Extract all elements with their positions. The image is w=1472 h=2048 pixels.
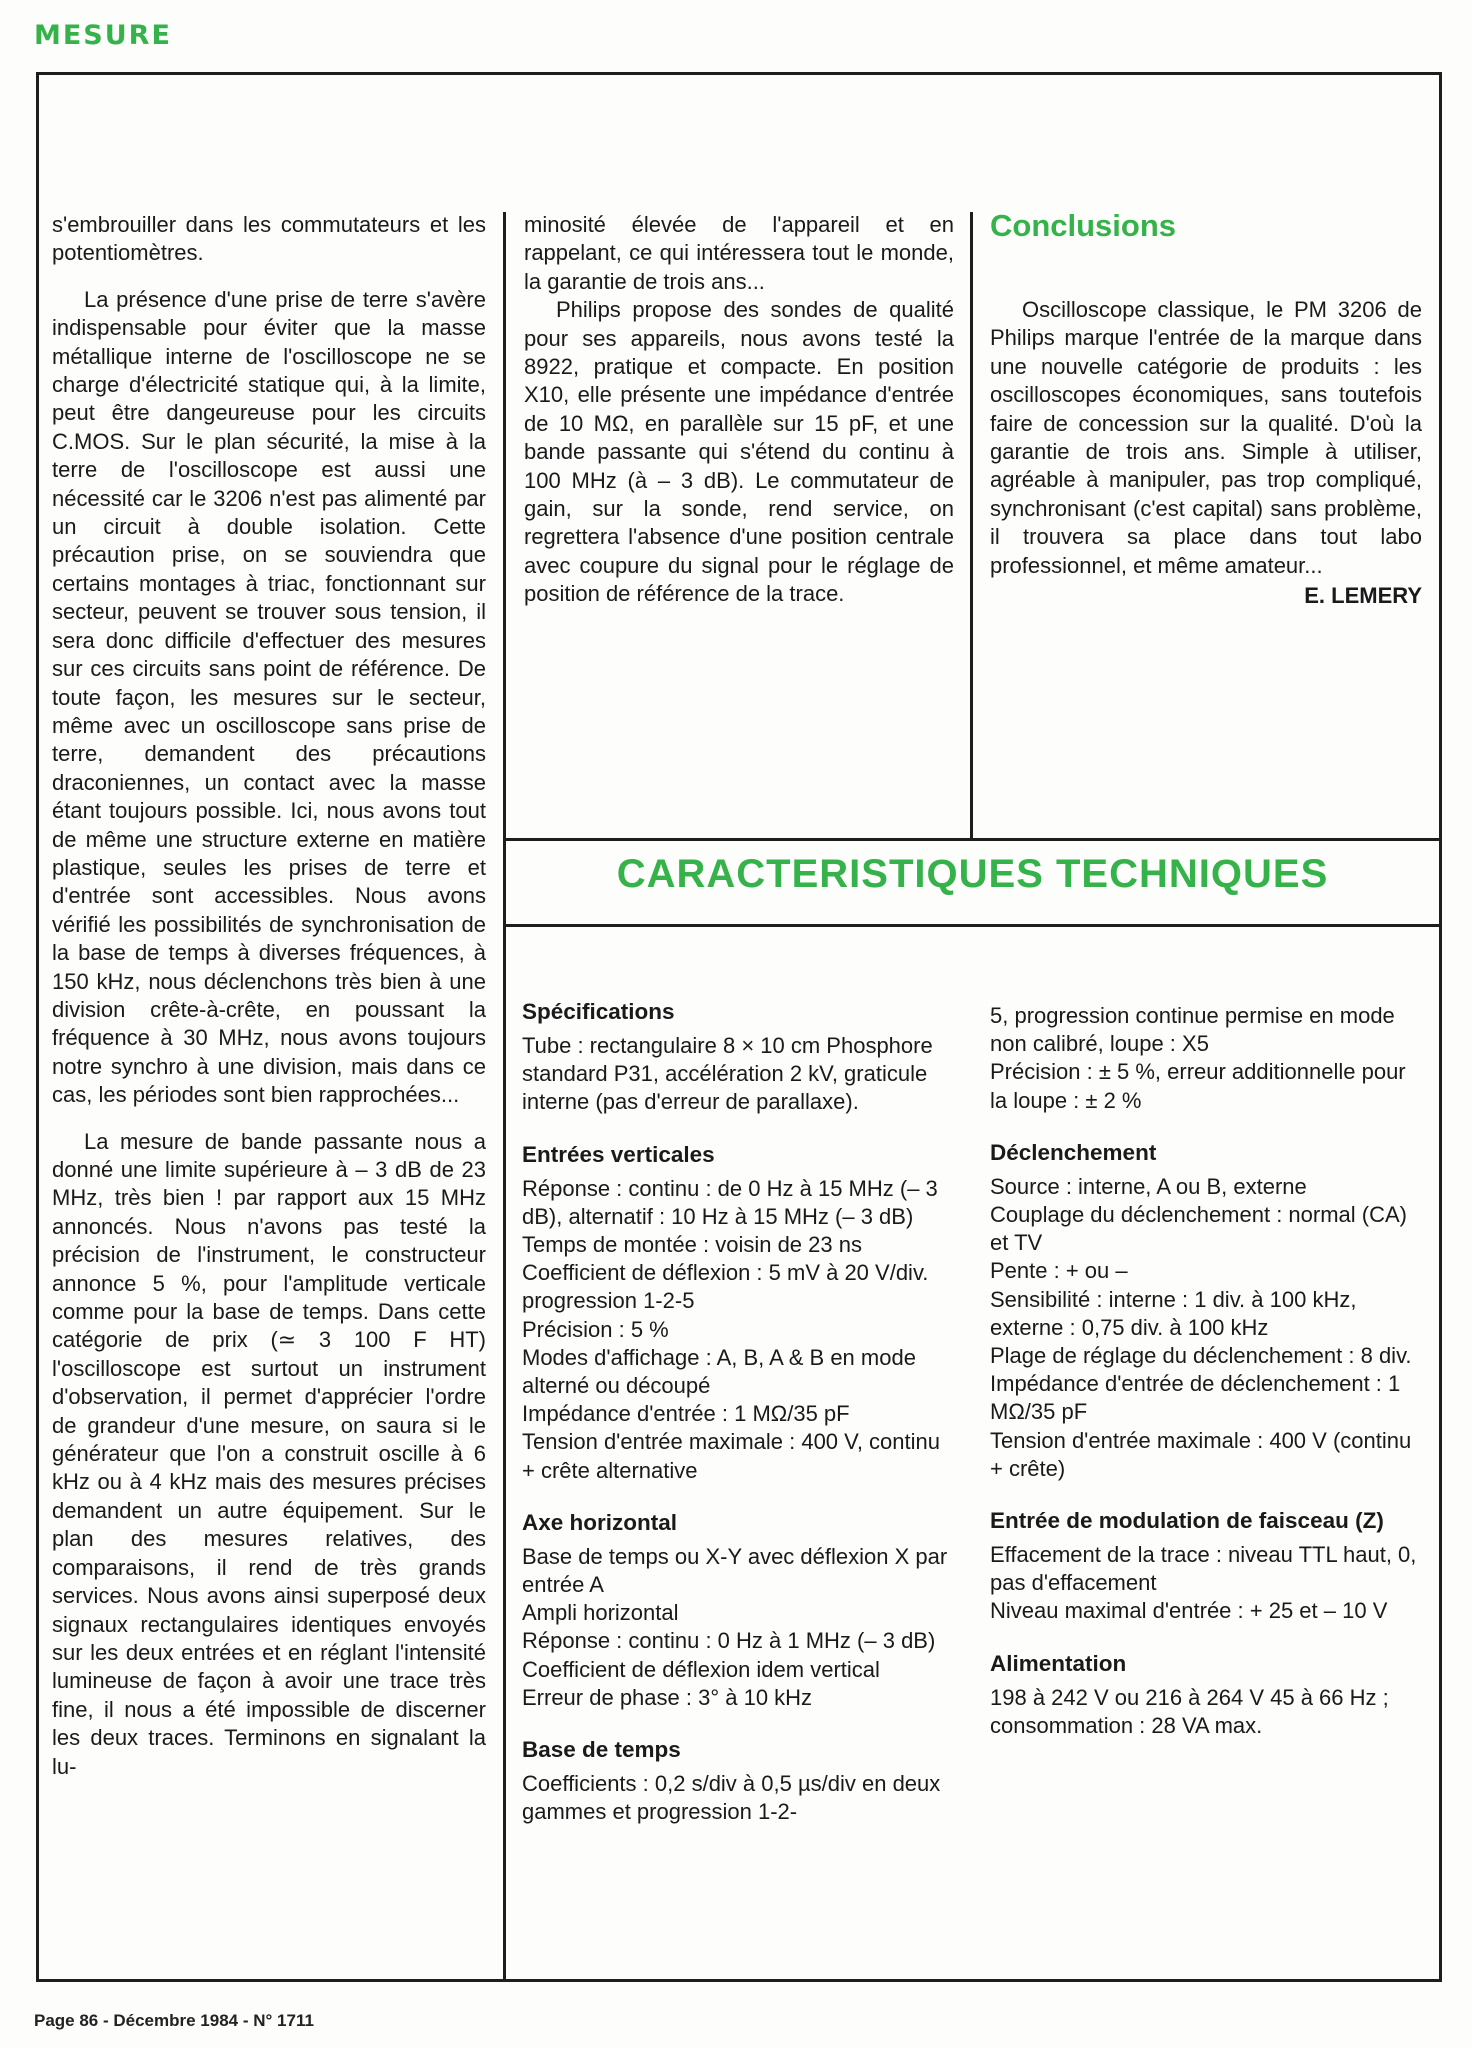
spec-line: Réponse : continu : de 0 Hz à 15 MHz (– 3 dB), alternatif : 10 Hz à 15 MHz (– 3 dB) bbox=[522, 1175, 938, 1229]
spec-section bbox=[522, 998, 954, 1117]
spec-line: Coefficients : 0,2 s/div à 0,5 µs/div en deux gammes et progression 1-2- bbox=[522, 1771, 941, 1825]
spec-line: Tension d'entrée maximale : 400 V (continu + crête) bbox=[990, 1427, 1412, 1481]
spec-line: Tube : rectangulaire 8 × 10 cm Phosphore standard P31, accélération 2 kV, graticule interne (pas d'erreur de parallaxe). bbox=[522, 1033, 933, 1115]
section-label: MESURE bbox=[34, 20, 172, 51]
spec-line: Coefficient de déflexion idem vertical bbox=[522, 1656, 880, 1682]
specs-box-bottom-border bbox=[503, 924, 1439, 927]
spec-section bbox=[522, 1141, 954, 1485]
spec-line: Base de temps ou X-Y avec déflexion X par entrée A bbox=[522, 1543, 948, 1598]
spec-line: Réponse : continu : 0 Hz à 1 MHz (– 3 dB) bbox=[522, 1628, 936, 1654]
spec-section bbox=[522, 1509, 954, 1712]
spec-line: Précision : 5 % bbox=[522, 1316, 669, 1342]
article-paragraph: Philips propose des sondes de qualité pour ses appareils, nous avons testé la 8922, pratique et compacte. En position X10, elle présente une impédance d'entrée de 10 MΩ, en parallèle sur 15 pF, et une bande passante qui s'étend du continu à 100 MHz (à – 3 dB). Le commutateur de gain, sur la sonde, rend service, on regrettera l'absence d'une position centrale avec coupure du signal pour le réglage de position de référence de la trace. bbox=[524, 297, 954, 607]
article-column-1 bbox=[52, 211, 486, 1781]
frame-top-border bbox=[36, 72, 1442, 75]
conclusions-text: Oscilloscope classique, le PM 3206 de Philips marque l'entrée de la marque dans une nouvelle catégorie de produits : les oscilloscopes économiques, sans toutefois faire de concession sur la qualité. D'où la garantie de trois ans. Simple à utiliser, agréable à manipuler, pas trop compliqué, synchronisant (c'est capital) sans problème, il trouvera sa place dans tout labo professionnel, et même amateur... bbox=[990, 297, 1422, 578]
frame-left-border bbox=[36, 72, 39, 1982]
spec-heading: Axe horizontal bbox=[522, 1509, 678, 1535]
specs-left-column bbox=[522, 998, 954, 1850]
article-paragraph: La présence d'une prise de terre s'avère indispensable pour éviter que la masse métallique interne de l'oscilloscope ne se charge d'électricité statique qui, à la limite, peut être dangeureuse pour les circuits C.MOS. Sur le plan sécurité, la mise à la terre de l'oscilloscope est aussi une nécessité car le 3206 n'est pas alimenté par un circuit à double isolation. Cette précaution prise, on se souviendra que certains montages à triac, fonctionnant sur secteur, peuvent se trouver sous tension, il sera donc difficile d'effectuer des mesures sur ces circuits sans point de référence. De toute façon, les mesures sur le secteur, même avec un oscilloscope sans prise de terre, demandent des précautions draconiennes, un contact avec la masse étant toujours possible. Ici, nous avons tout de même une structure externe en matière plastique, seules les prises de terre et d'entrée sont accessibles. Nous avons vérifié les possibilités de synchronisation de la base de temps à diverses fréquences, à 150 kHz, nous déclenchons très bien à une division crête-à-crête, en poussant la fréquence à 30 MHz, nous avons toujours notre synchro à une division, mais dans ce cas, les périodes sont bien rapprochées... bbox=[52, 286, 486, 1108]
specs-box-top-border bbox=[503, 838, 1439, 841]
conclusions-column bbox=[990, 296, 1422, 610]
spec-line: Temps de montée : voisin de 23 ns bbox=[522, 1232, 862, 1258]
spec-line: Source : interne, A ou B, externe bbox=[990, 1173, 1307, 1199]
author-signature: E. LEMERY bbox=[1304, 583, 1422, 609]
spec-section bbox=[522, 1736, 954, 1826]
spec-section bbox=[990, 1139, 1422, 1483]
spec-line: Ampli horizontal bbox=[522, 1600, 679, 1626]
spec-line: Impédance d'entrée : 1 MΩ/35 pF bbox=[522, 1401, 850, 1427]
spec-line: Précision : ± 5 %, erreur additionnelle pour la loupe : ± 2 % bbox=[990, 1059, 1406, 1113]
specs-right-column bbox=[990, 1002, 1422, 1764]
spec-heading: Alimentation bbox=[990, 1650, 1127, 1676]
article-paragraph: minosité élevée de l'appareil et en rappelant, ce qui intéressera tout le monde, la garantie de trois ans... bbox=[524, 212, 954, 294]
spec-heading: Spécifications bbox=[522, 999, 675, 1024]
spec-line: Tension d'entrée maximale : 400 V, continu + crête alternative bbox=[522, 1429, 940, 1483]
spec-line: Erreur de phase : 3° à 10 kHz bbox=[522, 1684, 813, 1710]
spec-heading: Entrée de modulation de faisceau (Z) bbox=[990, 1508, 1384, 1534]
article-column-2 bbox=[524, 211, 954, 609]
spec-heading: Entrées verticales bbox=[522, 1141, 715, 1167]
spec-line: 198 à 242 V ou 216 à 264 V 45 à 66 Hz ; consommation : 28 VA max. bbox=[990, 1684, 1389, 1738]
specs-title: CARACTERISTIQUES TECHNIQUES bbox=[616, 852, 1329, 896]
spec-line: Modes d'affichage : A, B, A & B en mode alterné ou découpé bbox=[522, 1344, 916, 1399]
spec-section bbox=[990, 1650, 1422, 1740]
spec-line: 5, progression continue permise en mode non calibré, loupe : X5 bbox=[990, 1003, 1395, 1057]
frame-right-border bbox=[1439, 72, 1442, 1982]
frame-bottom-border bbox=[36, 1979, 1442, 1982]
spec-line: Coefficient de déflexion : 5 mV à 20 V/div. progression 1-2-5 bbox=[522, 1260, 929, 1314]
page-footer: Page 86 - Décembre 1984 - N° 1711 bbox=[34, 2011, 314, 2030]
spec-line: Effacement de la trace : niveau TTL haut, 0, pas d'effacement bbox=[990, 1542, 1417, 1596]
spec-line: Pente : + ou – bbox=[990, 1258, 1128, 1284]
article-paragraph: s'embrouiller dans les commutateurs et les potentiomètres. bbox=[52, 212, 486, 266]
spec-heading: Déclenchement bbox=[990, 1139, 1157, 1165]
spec-section bbox=[990, 1507, 1422, 1626]
conclusions-title: Conclusions bbox=[990, 208, 1177, 243]
spec-line: Couplage du déclenchement : normal (CA) et TV bbox=[990, 1202, 1408, 1256]
spec-line: Niveau maximal d'entrée : + 25 et – 10 V bbox=[990, 1598, 1388, 1624]
spec-line: Impédance d'entrée de déclenchement : 1 MΩ/35 pF bbox=[990, 1371, 1401, 1425]
spec-line: Plage de réglage du déclenchement : 8 div. bbox=[990, 1343, 1412, 1369]
divider-col2 bbox=[970, 212, 973, 838]
article-paragraph: La mesure de bande passante nous a donné une limite supérieure à – 3 dB de 23 MHz, très bien ! par rapport aux 15 MHz annoncés. Nous n'avons pas testé la précision de l'instrument, le constructeur annonce 5 %, pour l'amplitude verticale comme pour la base de temps. Dans cette catégorie de prix (≃ 3 100 F HT) l'oscilloscope est surtout un instrument d'observation, il permet d'apprécier l'ordre de grandeur d'une mesure, on saura si le générateur que l'on a construit oscille à 6 kHz ou à 4 kHz mais des mesures précises demandent un autre équipement. Sur le plan des mesures relatives, des comparaisons, il rend de très grands services. Nous avons ainsi superposé deux signaux rectangulaires identiques envoyés sur les deux entrées et en réglant l'intensité lumineuse de façon à avoir une trace très fine, il nous a été impossible de discerner les deux traces. Terminons en signalant la lu- bbox=[52, 1128, 486, 1779]
spec-heading: Base de temps bbox=[522, 1737, 681, 1763]
spec-section bbox=[990, 1002, 1422, 1115]
spec-line: Sensibilité : interne : 1 div. à 100 kHz, externe : 0,75 div. à 100 kHz bbox=[990, 1286, 1357, 1340]
divider-col1 bbox=[503, 212, 506, 1979]
